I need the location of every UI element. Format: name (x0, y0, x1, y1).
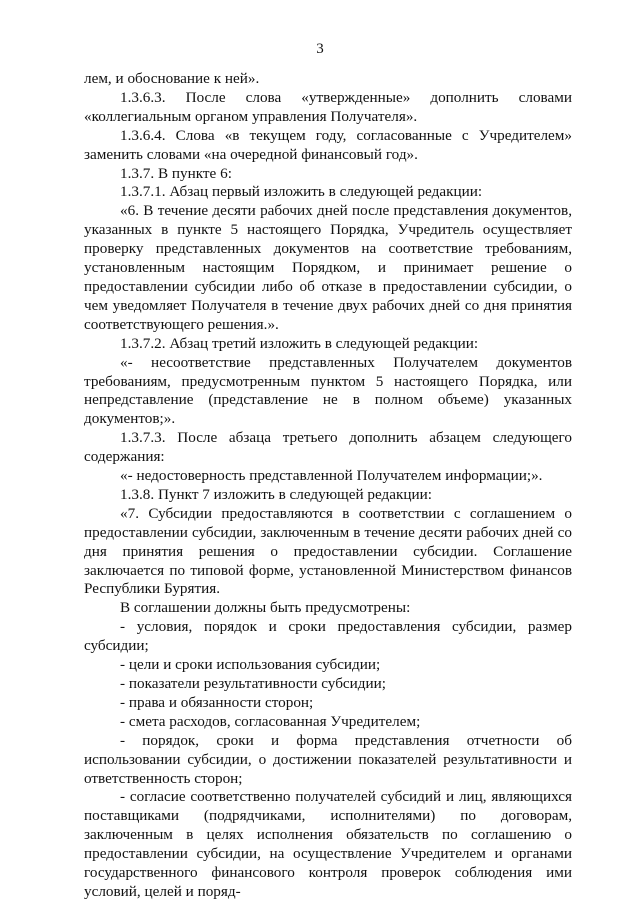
paragraph: лем, и обоснование к ней». (84, 70, 260, 87)
paragraph: - смета расходов, согласованная Учредителем; (120, 712, 421, 730)
paragraph: 1.3.7.3. После абзаца третьего дополнить абзацем следующего содержания: (84, 429, 572, 466)
paragraph: 1.3.7.2. Абзац третий изложить в следующей редакции: (120, 334, 479, 352)
paragraph: «6. В течение десяти рабочих дней после представления документов, указанных в пункте 5 настоящего Порядка, Учредитель осуществляет проверку представленных документов на соответствие требованиям, установленным настоящим Порядком, и принимает решение о предоставлении субсидии либо об отказе в предоставлении субсидии, о чем уведомляет Получателя в течение двух рабочих дней со дня принятия соответствующего решения.». (84, 202, 572, 333)
paragraph: В соглашении должны быть предусмотрены: (120, 599, 411, 617)
paragraph: - права и обязанности сторон; (120, 693, 314, 711)
paragraph: 1.3.6.3. После слова «утвержденные» дополнить словами «коллегиальным органом управления Получателя». (84, 88, 572, 125)
paragraph: 1.3.7.1. Абзац первый изложить в следующей редакции: (120, 183, 483, 201)
paragraph: - порядок, сроки и форма представления отчетности об использовании субсидии, о достижении показателей результативности и ответственность сторон; (84, 731, 572, 787)
paragraph: - цели и сроки использования субсидии; (120, 656, 381, 674)
page-number: 3 (316, 41, 324, 57)
paragraph: 1.3.8. Пункт 7 изложить в следующей редакции: (120, 485, 433, 503)
paragraph: - условия, порядок и сроки предоставления субсидии, размер субсидии; (84, 618, 572, 655)
paragraph: - показатели результативности субсидии; (120, 675, 386, 692)
paragraph: 1.3.6.4. Слова «в текущем году, согласованные с Учредителем» заменить словами «на очередной финансовый год». (84, 126, 572, 163)
paragraph: «- несоответствие представленных Получателем документов требованиям, предусмотренным пунктом 5 настоящего Порядка, или непредставление (представление не в полном объеме) указанных документов;». (84, 353, 572, 428)
document-body (84, 70, 572, 902)
paragraph: - согласие соответственно получателей субсидий и лиц, являющихся поставщиками (подрядчиками, исполнителями) по договорам, заключенным в целях исполнения обязательств по соглашению о предоставлении субсидии, на осуществление Учредителем и органами государственного финансового контроля проверок соблюдения ими условий, целей и поряд- (84, 788, 572, 900)
paragraph: «7. Субсидии предоставляются в соответствии с соглашением о предоставлении субсидии, заключенным в течение десяти рабочих дней со дня принятия решения о предоставлении субсидии. Соглашение заключается по типовой форме, установленной Министерством финансов Республики Бурятия. (84, 504, 572, 598)
paragraph: 1.3.7. В пункте 6: (120, 164, 232, 182)
paragraph: «- недостоверность представленной Получателем информации;». (120, 467, 543, 485)
